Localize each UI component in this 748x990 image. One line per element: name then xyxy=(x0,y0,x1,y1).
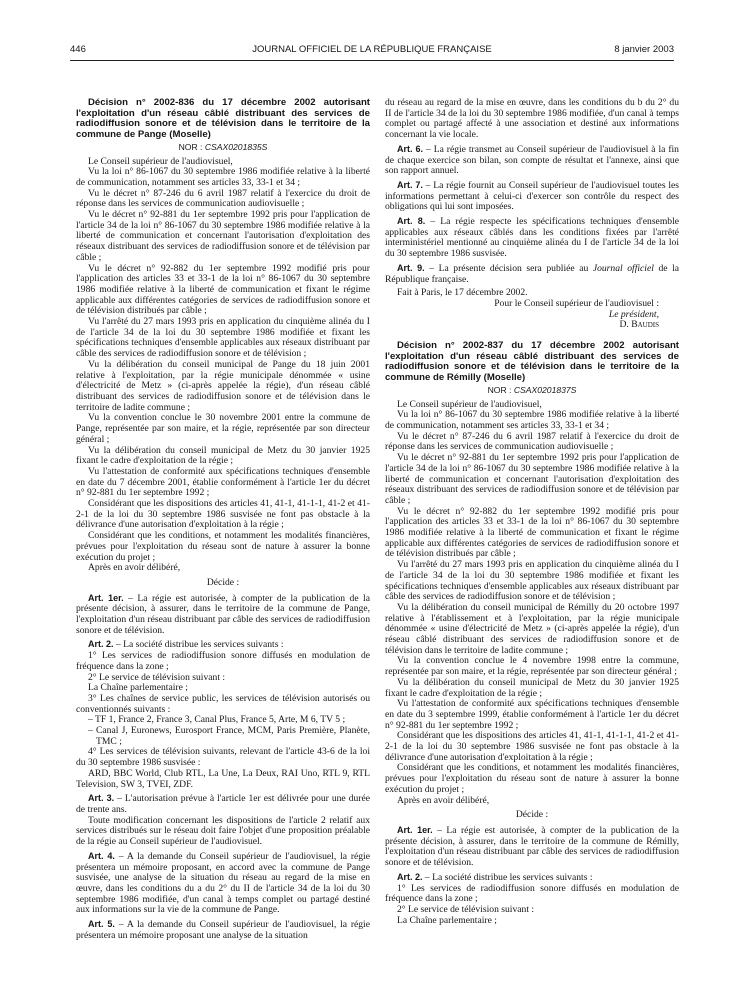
paragraph: Vu l'arrêté du 27 mars 1993 pris en application du cinquième alinéa du I de l'article 34 de la loi du 30 septembre 1986 modifiée et fixant les spécifications techniques d'ensemble applicables aux réseaux distribuant par câble des services de radiodiffusion sonore et de télévision ; xyxy=(385,559,679,603)
paragraph: Toute modification concernant les dispositions de l'article 2 relatif aux services distribués sur le réseau doit faire l'objet d'une proposition préalable de la régie au Conseil supérieur de l'audiovisuel. xyxy=(76,814,370,848)
paragraph: 2° Le service de télévision suivant : xyxy=(88,671,226,683)
paragraph: Vu la convention conclue le 30 novembre 2001 entre la commune de Pange, représentée par son maire, et la régie, représentée par son directeur général ; xyxy=(76,412,370,445)
paragraph: Vu le décret n° 92-881 du 1er septembre 1992 pris pour l'application de l'article 34 de la loi n° 86-1067 du 30 septembre 1986 modifiée relative à la liberté de communication et concernant l'autorisation d'exploitation des réseaux distribuant des services de radiodiffusion sonore et de télévision par câble ; xyxy=(385,452,679,506)
article-6 xyxy=(385,144,679,177)
list-item: – TF 1, France 2, France 3, Canal Plus, France 5, Arte, M 6, TV 5 ; xyxy=(88,714,346,726)
left-column xyxy=(76,98,370,941)
paragraph: Considérant que les conditions, et notamment les modalités financières, prévues pour l'exploitation du réseau sont de nature à assurer la bonne exécution du projet ; xyxy=(76,530,370,563)
paragraph: 1° Les services de radiodiffusion sonore diffusés en modulation de fréquence dans la zone ; xyxy=(385,882,679,905)
article-label: Art. 5. xyxy=(88,919,115,930)
decision-title: Décision n° 2002-836 du 17 décembre 2002 autorisant l'exploitation d'un réseau câblé distribuant des services de radiodiffusion sonore et de télévision dans le territoire de la commune de Pange (Moselle) xyxy=(76,97,370,141)
paragraph: Vu l'arrêté du 27 mars 1993 pris en application du cinquième alinéa du I de l'article 34 de la loi du 30 septembre 1986 modifiée et fixant les spécifications techniques d'ensemble applicables aux réseaux distribuant par câble des services de radiodiffusion sonore et de télévision ; xyxy=(76,316,370,360)
article-label: Art. 9. xyxy=(397,262,425,273)
paragraph: du réseau au regard de la mise en œuvre, dans les conditions du b du 2° du II de l'article 34 de la loi du 30 septembre 1986 modifiée, d'un canal à temps complet ou partagé affecté à une association et destiné aux informations concernant la vie locale. xyxy=(385,97,679,141)
nor-code: CSAX0201835S xyxy=(204,141,268,152)
paragraph: 4° Les services de télévision suivants, relevant de l'article 43-6 de la loi du 30 septembre 1986 susvisée : xyxy=(76,746,370,769)
article-1 xyxy=(76,593,370,637)
article-3 xyxy=(76,793,370,815)
signature-name xyxy=(385,320,679,331)
article-4 xyxy=(76,851,370,916)
decide-heading: Décide : xyxy=(206,576,240,588)
article-text: – L'autorisation prévue à l'article 1er est délivrée pour une durée de trente ans. xyxy=(76,793,370,815)
paragraph: Après en avoir délibéré, xyxy=(88,562,181,574)
article-2 xyxy=(385,872,679,884)
article-label: Art. 4. xyxy=(88,850,115,861)
article-text: – La régie est autorisée, à compter de la publication de la présente décision, à assurer, dans le territoire de la commune de Rémilly, l'exploitation d'un réseau distribuant par câble des services de radiodiffusion sonore et de télévision. xyxy=(385,825,679,869)
paragraph: Vu le décret n° 92-881 du 1er septembre 1992 pris pour l'application de l'article 34 de la loi n° 86-1067 du 30 septembre 1986 modifiée relative à la liberté de communication et concernant l'autorisation d'exploitation des réseaux distribuant des services de radiodiffusion sonore et de télévision par câble ; xyxy=(76,209,370,263)
paragraph: Vu la délibération du conseil municipal de Metz du 30 janvier 1925 fixant le cadre d'exploitation de la régie ; xyxy=(76,444,370,467)
list-item: – Canal J, Euronews, Eurosport France, MCM, Paris Première, Planète, TMC ; xyxy=(88,725,370,747)
paragraph: Vu la loi n° 86-1067 du 30 septembre 1986 modifiée relative à la liberté de communication, notamment ses articles 33, 33-1 et 34 ; xyxy=(385,409,679,431)
article-7 xyxy=(385,180,679,213)
paragraph: Vu le décret n° 92-882 du 1er septembre 1992 modifié pris pour l'application des articles 33 et 33-1 de la loi n° 86-1067 du 30 septembre 1986 modifiée relative à la liberté de communication et fixant le régime applicable aux différentes catégories de services de radiodiffusion sonore et de télévision distribués par câble ; xyxy=(385,505,679,560)
article-text: – La régie fournit au Conseil supérieur de l'audiovisuel toutes les informations permettant à celui-ci d'exercer son contrôle du respect des obligations qui lui sont imposées. xyxy=(385,179,679,213)
paragraph: Considérant que les conditions, et notamment les modalités financières, prévues pour l'exploitation du réseau sont de nature à assurer la bonne exécution du projet ; xyxy=(385,762,679,795)
article-text: – La société distribue les services suivants : xyxy=(113,639,284,651)
nor-reference xyxy=(385,385,679,396)
signature-name-text: D. Baudis xyxy=(619,319,659,331)
paragraph: Considérant que les dispositions des articles 41, 41-1, 41-1-1, 41-2 et 41-2-1 de la loi du 30 septembre 1986 susvisée ne font pas obstacle à la délivrance d'une autorisation d'exploitation à la régie ; xyxy=(385,730,679,763)
article-label: Art. 8. xyxy=(397,216,426,227)
paragraph: Vu l'attestation de conformité aux spécifications techniques d'ensemble en date du 7 décembre 2001, établie conformément à l'article 1er du décret n° 92-881 du 1er septembre 1992 ; xyxy=(76,465,370,499)
nor-code: CSAX0201837S xyxy=(513,384,577,395)
paragraph: Vu le décret n° 87-246 du 6 avril 1987 relatif à l'exercice du droit de réponse dans les services de communication audiovisuelle ; xyxy=(76,187,370,210)
page-header xyxy=(70,44,674,58)
signature-role-text: Le président, xyxy=(608,308,659,320)
article-label: Art. 2. xyxy=(88,639,114,650)
article-text: – La régie est autorisée, à compter de la publication de la présente décision, à assurer, dans le territoire de la commune de Pange, l'exploitation d'un réseau distribuant par câble des services de radiodiffusion sonore et de télévision. xyxy=(76,592,370,636)
paragraph: La Chaîne parlementaire ; xyxy=(397,914,497,926)
paragraph: Vu le décret n° 92-882 du 1er septembre 1992 modifié pris pour l'application des articles 33 et 33-1 de la loi n° 86-1067 du 30 septembre 1986 modifiée relative à la liberté de communication et fixant le régime applicable aux différentes catégories de services de radiodiffusion sonore et de télévision distribués par câble ; xyxy=(76,262,370,317)
nor-label: NOR : xyxy=(178,141,205,152)
paragraph: Après en avoir délibéré, xyxy=(397,794,490,806)
paragraph: Vu la délibération du conseil municipal de Metz du 30 janvier 1925 fixant le cadre d'exploitation de la régie ; xyxy=(385,676,679,699)
article-1 xyxy=(385,825,679,869)
paragraph: 2° Le service de télévision suivant : xyxy=(397,903,535,915)
journal-name: Journal officiel xyxy=(592,262,654,274)
header-rule xyxy=(70,60,674,61)
paragraph: 3° Les chaînes de service public, les services de télévision autorisés ou conventionnés suivants : xyxy=(76,692,370,715)
journal-title: JOURNAL OFFICIEL DE LA RÉPUBLIQUE FRANÇAISE xyxy=(252,44,492,55)
paragraph: Le Conseil supérieur de l'audiovisuel, xyxy=(397,398,542,410)
article-label: Art. 1er. xyxy=(88,592,124,603)
article-text: – La présente décision sera publiée au xyxy=(424,262,593,274)
paragraph: Le Conseil supérieur de l'audiovisuel, xyxy=(88,155,233,167)
decide-heading: Décide : xyxy=(515,809,549,821)
right-column xyxy=(385,98,679,926)
article-label: Art. 6. xyxy=(397,143,424,154)
paragraph: Vu la loi n° 86-1067 du 30 septembre 1986 modifiée relative à la liberté de communication, notamment ses articles 33, 33-1 et 34 ; xyxy=(76,166,370,188)
paragraph: Vu la délibération du conseil municipal de Rémilly du 20 octobre 1997 relative à l'établissement et à l'exploitation, par la régie municipale dénommée « usine d'électricité de Metz » (ci-après appelée la régie), d'un réseau câblé distribuant des services de radiodiffusion sonore et de télévision dans le territoire de ladite commune ; xyxy=(385,601,679,656)
article-text: – La société distribue les services suivants : xyxy=(422,871,593,883)
article-5 xyxy=(76,919,370,941)
nor-label: NOR : xyxy=(487,384,514,395)
article-label: Art. 7. xyxy=(397,179,423,190)
paragraph: ARD, BBC World, Club RTL, La Une, La Deux, RAI Uno, RTL 9, RTL Television, SW 3, TVEI, ZDF. xyxy=(76,767,370,790)
paragraph: 1° Les services de radiodiffusion sonore diffusés en modulation de fréquence dans la zone ; xyxy=(76,650,370,672)
nor-reference xyxy=(76,142,370,153)
article-text: – A la demande du Conseil supérieur de l'audiovisuel, la régie présentera un mémoire proposant une analyse de la situation xyxy=(76,919,370,941)
article-text: de la République française. xyxy=(385,262,680,285)
paragraph: Vu le décret n° 87-246 du 6 avril 1987 relatif à l'exercice du droit de réponse dans les services de communication audiovisuelle ; xyxy=(385,430,679,453)
article-label: Art. 2. xyxy=(397,871,423,882)
paragraph: Vu la convention conclue le 4 novembre 1998 entre la commune, représentée par son maire, et la régie, représentée par son directeur général ; xyxy=(385,655,679,678)
page-number: 446 xyxy=(70,44,86,55)
decision-title: Décision n° 2002-837 du 17 décembre 2002 autorisant l'exploitation d'un réseau câblé distribuant des services de radiodiffusion sonore et de télévision dans le territoire de la commune de Rémilly (Moselle) xyxy=(385,340,679,384)
issue-date: 8 janvier 2003 xyxy=(614,44,674,55)
paragraph: Vu la délibération du conseil municipal de Pange du 18 juin 2001 relative à l'exploitation, par la régie municipale dénommée « usine d'électricité de Metz » (ci-après appelée la régie), d'un réseau câblé distribuant des services de radiodiffusion sonore et de télévision dans le territoire de ladite commune ; xyxy=(76,358,370,413)
paragraph: Considérant que les dispositions des articles 41, 41-1, 41-1-1, 41-2 et 41-2-1 de la loi du 30 septembre 1986 susvisée ne font pas obstacle à la délivrance d'une autorisation d'exploitation à la régie ; xyxy=(76,498,370,531)
paragraph: La Chaîne parlementaire ; xyxy=(88,682,188,694)
article-label: Art. 3. xyxy=(88,793,115,804)
article-8 xyxy=(385,216,679,260)
article-9 xyxy=(385,263,679,285)
paragraph: Vu l'attestation de conformité aux spécifications techniques d'ensemble en date du 3 septembre 1999, établie conformément à l'article 1er du décret n° 92-881 du 1er septembre 1992 ; xyxy=(385,698,679,731)
signature-line: Pour le Conseil supérieur de l'audiovisuel : xyxy=(494,297,659,309)
article-label: Art. 1er. xyxy=(397,825,433,835)
article-text: – A la demande du Conseil supérieur de l'audiovisuel, la régie présentera un mémoire proposant, en accord avec la commune de Pange susvisée, une analyse de la situation du réseau au regard de la mise en œuvre, dans les conditions du a du 2° du II de l'article 34 de la loi du 30 septembre 1986 modifiée, d'un canal à temps complet ou partagé destiné aux informations sur la vie de la commune de Pange. xyxy=(76,850,370,916)
article-text: – La régie transmet au Conseil supérieur de l'audiovisuel à la fin de chaque exercice son bilan, son compte de résultat et l'annexe, ainsi que son rapport annuel. xyxy=(385,143,679,177)
article-text: – La régie respecte les spécifications techniques d'ensemble applicables aux réseaux câblés dans les conditions fixées par l'arrêté interministériel mentionné au cinquième alinéa du I de l'article 34 de la loi du 30 septembre 1986 susvisée. xyxy=(385,216,679,260)
place-date: Fait à Paris, le 17 décembre 2002. xyxy=(397,287,528,299)
